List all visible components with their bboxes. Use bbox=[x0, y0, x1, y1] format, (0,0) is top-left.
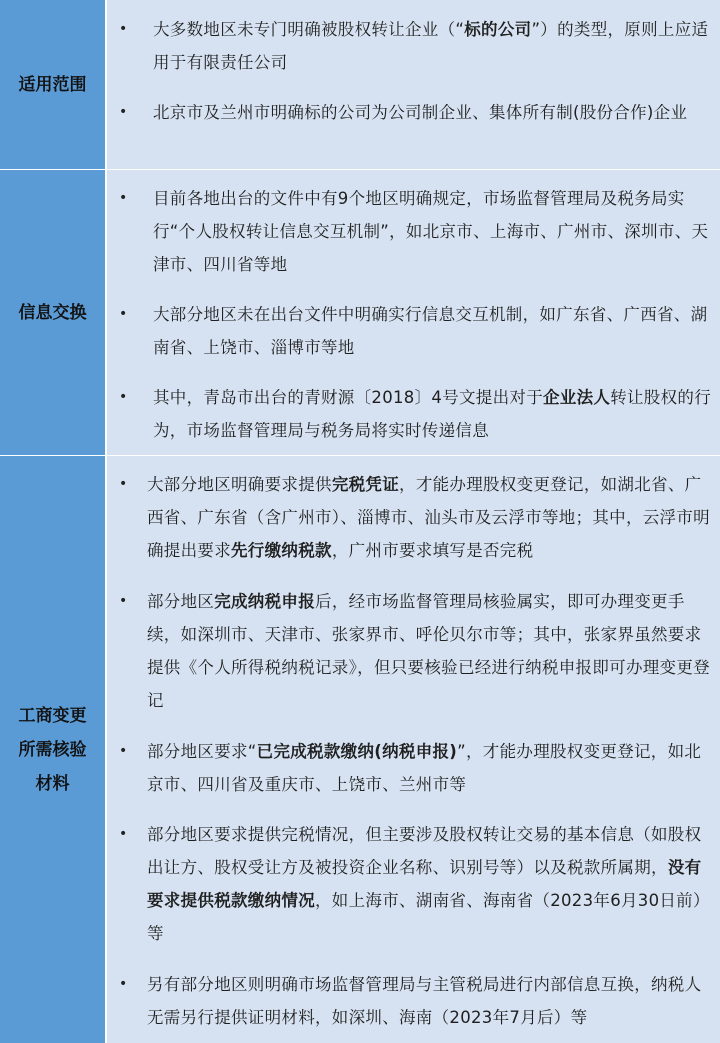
emphasis-text: 完成纳税申报 bbox=[214, 592, 316, 611]
bullet-icon: • bbox=[119, 476, 128, 492]
bullet-icon: • bbox=[119, 743, 128, 759]
text-segment: 部分地区 bbox=[147, 592, 215, 611]
bullet-text bbox=[147, 968, 712, 1034]
bullet-icon: • bbox=[119, 593, 128, 609]
bullet-text bbox=[153, 381, 712, 447]
table-row bbox=[0, 170, 720, 456]
emphasis-text: 完税凭证 bbox=[331, 475, 400, 494]
text-segment: 大部分地区未在出台文件中明确实行信息交互机制，如广东省、广西省、湖南省、上饶市、淄博市等地 bbox=[153, 305, 708, 357]
emphasis-text: 标的公司 bbox=[464, 20, 532, 39]
table-row bbox=[0, 456, 720, 1043]
text-segment: ，才能办理股权变更登记，如湖北省、广西省、广东省（含广州市）、淄博市、汕头市及云浮市等地；其中，云浮市明确提出要求 bbox=[147, 475, 710, 560]
text-segment: 其中，青岛市出台的青财源〔2018〕4号文提出对于 bbox=[153, 388, 543, 407]
text-segment: ”，才能办理股权变更登记，如北京市、四川省及重庆市、上饶市、兰州市等 bbox=[147, 742, 702, 794]
bullet-text bbox=[153, 13, 712, 79]
bullet-icon: • bbox=[119, 190, 128, 206]
text-segment: 大多数地区未专门明确被股权转让企业（“ bbox=[153, 20, 465, 39]
text-segment: 目前各地出台的文件中有9个地区明确规定，市场监督管理局及税务局实行“个人股权转让信息交互机制”，如北京市、上海市、广州市、深圳市、天津市、四川省等地 bbox=[153, 189, 709, 274]
text-segment: 转让股权的行为，市场监督管理局与税务局将实时传递信息 bbox=[153, 388, 712, 440]
row-label: 信息交换 bbox=[0, 170, 106, 455]
emphasis-text: 企业法人 bbox=[543, 388, 611, 407]
bullet-text bbox=[147, 585, 712, 717]
row-content bbox=[107, 0, 720, 169]
text-segment: ”）的类型，原则上应适用于有限责任公司 bbox=[153, 20, 709, 72]
emphasis-text: 已完成税款缴纳(纳税申报) bbox=[256, 742, 458, 761]
row-content bbox=[107, 170, 720, 455]
text-segment: 部分地区要求提供完税情况，但主要涉及股权转让交易的基本信息（如股权出让方、股权受让方及被投资企业名称、识别号等）以及税款所属期， bbox=[147, 825, 702, 877]
row-label: 适用范围 bbox=[0, 0, 106, 169]
text-segment: 后，经市场监督管理局核验属实，即可办理变更手续，如深圳市、天津市、张家界市、呼伦贝尔市等；其中，张家界虽然要求提供《个人所得税纳税记录》，但只要核验已经进行纳税申报即可办理变更登记 bbox=[147, 592, 710, 710]
bullet-icon: • bbox=[119, 389, 128, 405]
table-row bbox=[0, 0, 720, 170]
bullet-text bbox=[153, 182, 712, 281]
text-segment: 北京市及兰州市明确标的公司为公司制企业、集体所有制(股份合作)企业 bbox=[153, 103, 688, 122]
text-segment: 另有部分地区则明确市场监督管理局与主管税局进行内部信息互换，纳税人无需另行提供证明材料，如深圳、海南（2023年7月后）等 bbox=[147, 975, 702, 1027]
bullet-icon: • bbox=[119, 306, 128, 322]
text-segment: ，广州市要求填写是否完税 bbox=[331, 541, 534, 560]
bullet-icon: • bbox=[119, 104, 128, 120]
emphasis-text: 没有要求提供税款缴纳情况 bbox=[147, 858, 702, 910]
bullet-icon: • bbox=[119, 976, 128, 992]
text-segment: 大部分地区明确要求提供 bbox=[147, 475, 332, 494]
bullet-text bbox=[153, 298, 712, 364]
text-segment: 部分地区要求“ bbox=[147, 742, 257, 761]
bullet-text bbox=[147, 735, 712, 801]
bullet-icon: • bbox=[119, 826, 128, 842]
emphasis-text: 先行缴纳税款 bbox=[231, 541, 332, 560]
bullet-icon: • bbox=[119, 21, 128, 37]
row-label: 工商变更 所需核验 材料 bbox=[0, 456, 106, 1043]
bullet-text bbox=[147, 818, 712, 950]
bullet-text bbox=[147, 468, 712, 567]
text-segment: ，如上海市、湖南省、海南省（2023年6月30日前）等 bbox=[147, 891, 710, 943]
bullet-text bbox=[153, 96, 712, 129]
row-content bbox=[107, 456, 720, 1043]
